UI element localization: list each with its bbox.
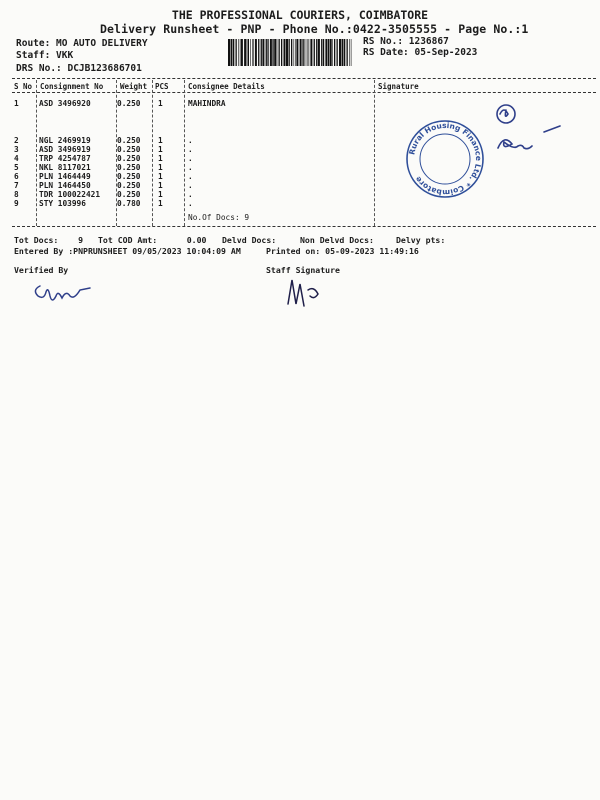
row-sno: 9 (14, 199, 19, 208)
barcode-bar (267, 39, 268, 66)
row-weight: 0.780 (117, 199, 141, 208)
barcode-bar (294, 39, 295, 66)
barcode-bar (300, 39, 302, 66)
barcode-bar (286, 39, 288, 66)
barcode-bar (330, 39, 332, 66)
col-header-consignee: Consignee Details (188, 82, 265, 91)
row-pcs: 1 (158, 136, 163, 145)
table-top-rule (12, 78, 596, 79)
row-sno: 2 (14, 136, 19, 145)
printed-on: Printed on: 05-09-2023 11:49:16 (266, 246, 419, 256)
svg-text:Rural Housing Finance Ltd. * C: Rural Housing Finance Ltd. * Coimbatore (407, 120, 484, 198)
barcode-bar (347, 39, 348, 66)
col-header-signature: Signature (378, 82, 419, 91)
barcode-bar (266, 39, 267, 66)
row-sno: 5 (14, 163, 19, 172)
barcode-bar (325, 39, 327, 66)
row-sno: 1 (14, 99, 19, 108)
staff-label: Staff: VKK (16, 50, 74, 61)
barcode-bar (334, 39, 335, 66)
row-weight: 0.250 (117, 154, 141, 163)
row-consignment: STY 103996 (39, 199, 86, 208)
row-consignment: ASD 3496919 (39, 145, 91, 154)
barcode-bar (250, 39, 251, 66)
non-delivered-docs: Non Delvd Docs: (300, 235, 374, 245)
row-consignment: ASD 3496920 (39, 99, 91, 108)
barcode-bar (284, 39, 286, 66)
col-header-sno: S No (14, 82, 33, 91)
row-consignee: . (188, 190, 193, 199)
barcode-bar (337, 39, 338, 66)
barcode-bar (318, 39, 320, 66)
row-consignment: NKL 8117021 (39, 163, 91, 172)
row-weight: 0.250 (117, 181, 141, 190)
runsheet-subtitle: Delivery Runsheet - PNP - Phone No.:0422-3505555 - Page No.:1 (100, 22, 529, 36)
barcode-bar (332, 39, 333, 66)
barcode-bar (344, 39, 345, 66)
barcode-bar (248, 39, 249, 66)
barcode-bar (261, 39, 262, 66)
barcode-bar (247, 39, 248, 66)
row-weight: 0.250 (117, 99, 141, 108)
row-consignee: . (188, 136, 193, 145)
column-divider (184, 80, 185, 226)
row-pcs: 1 (158, 145, 163, 154)
row-consignee: . (188, 172, 193, 181)
barcode-bar (244, 39, 246, 66)
company-title: THE PROFESSIONAL COURIERS, COIMBATORE (171, 8, 429, 22)
barcode-bar (231, 39, 233, 66)
row-weight: 0.250 (117, 190, 141, 199)
barcode-bar (240, 39, 241, 66)
barcode-bar (328, 39, 329, 66)
row-sno: 4 (14, 154, 19, 163)
row-consignment: TRP 4254787 (39, 154, 91, 163)
delivery-points: Delvy pts: (396, 235, 446, 245)
col-header-pcs: PCS (155, 82, 169, 91)
col-header-weight: Weight (120, 82, 148, 91)
row-weight: 0.250 (117, 136, 141, 145)
total-docs: Tot Docs: 9 (14, 235, 84, 245)
row-weight: 0.250 (117, 145, 141, 154)
staff-signature-mark (282, 276, 332, 310)
barcode-bar (349, 39, 350, 66)
barcode-bar (309, 39, 310, 66)
barcode-bar (238, 39, 239, 66)
barcode-bar (277, 39, 278, 66)
row-pcs: 1 (158, 99, 163, 108)
barcode-bar (316, 39, 317, 66)
row-sno: 7 (14, 181, 19, 190)
barcode-bar (303, 39, 304, 66)
barcode-bar (262, 39, 264, 66)
barcode-bar (272, 39, 273, 66)
row-pcs: 1 (158, 190, 163, 199)
barcode-bar (323, 39, 324, 66)
barcode-bar (295, 39, 296, 66)
delivered-docs: Delvd Docs: (222, 235, 277, 245)
column-divider (36, 80, 37, 226)
row-consignee: . (188, 145, 193, 154)
verified-by-label: Verified By (14, 265, 69, 275)
table-header-rule (12, 92, 596, 93)
barcode-bar (321, 39, 322, 66)
route-label: Route: MO AUTO DELIVERY (16, 38, 148, 49)
barcode-bar (310, 39, 312, 66)
barcode-bar (228, 39, 230, 66)
delivery-signature-scribble (488, 104, 598, 174)
row-consignee: MAHINDRA (188, 99, 226, 108)
row-weight: 0.250 (117, 172, 141, 181)
row-consignment: TDR 100022421 (39, 190, 101, 199)
row-consignment: PLN 1464450 (39, 181, 91, 190)
drs-number: DRS No.: DCJB123686701 (16, 63, 142, 74)
row-consignment: NGL 2469919 (39, 136, 91, 145)
barcode-bar (289, 39, 290, 66)
barcode-image (228, 39, 353, 66)
entered-by: Entered By :PNPRUNSHEET 09/05/2023 10:04:09 AM (14, 246, 241, 256)
barcode-bar (281, 39, 282, 66)
row-pcs: 1 (158, 163, 163, 172)
row-sno: 8 (14, 190, 19, 199)
verified-by-signature (30, 276, 100, 304)
rs-date: RS Date: 05-Sep-2023 (363, 47, 478, 58)
row-pcs: 1 (158, 154, 163, 163)
table-bottom-rule (12, 226, 596, 227)
barcode-bar (274, 39, 276, 66)
column-divider (152, 80, 153, 226)
barcode-bar (339, 39, 341, 66)
row-consignee: . (188, 154, 193, 163)
barcode-bar (233, 39, 234, 66)
rs-number: RS No.: 1236867 (363, 36, 449, 47)
row-consignee: . (188, 163, 193, 172)
barcode-bar (291, 39, 292, 66)
total-cod-amount: Tot COD Amt: 0.00 (98, 235, 207, 245)
barcode-bar (253, 39, 254, 66)
barcode-bar (314, 39, 315, 66)
barcode-bar (308, 39, 309, 66)
barcode-bar (302, 39, 303, 66)
row-pcs: 1 (158, 172, 163, 181)
row-pcs: 1 (158, 199, 163, 208)
barcode-bar (279, 39, 280, 66)
column-divider (374, 80, 375, 226)
barcode-bar (270, 39, 272, 66)
barcode-bar (258, 39, 259, 66)
barcode-bar (252, 39, 253, 66)
row-sno: 3 (14, 145, 19, 154)
barcode-bar (236, 39, 237, 66)
no-of-docs: No.Of Docs: 9 (188, 213, 250, 222)
row-sno: 6 (14, 172, 19, 181)
row-consignment: PLN 1464449 (39, 172, 91, 181)
row-pcs: 1 (158, 181, 163, 190)
staff-signature-label: Staff Signature (266, 265, 340, 275)
barcode-bar (351, 39, 352, 66)
barcode-bar (342, 39, 344, 66)
row-consignee: . (188, 199, 193, 208)
barcode-bar (255, 39, 257, 66)
barcode-bar (241, 39, 243, 66)
barcode-bar (306, 39, 307, 66)
barcode-bar (296, 39, 298, 66)
row-consignee: . (188, 181, 193, 190)
col-header-consignment: Consignment No (40, 82, 104, 91)
row-weight: 0.250 (117, 163, 141, 172)
